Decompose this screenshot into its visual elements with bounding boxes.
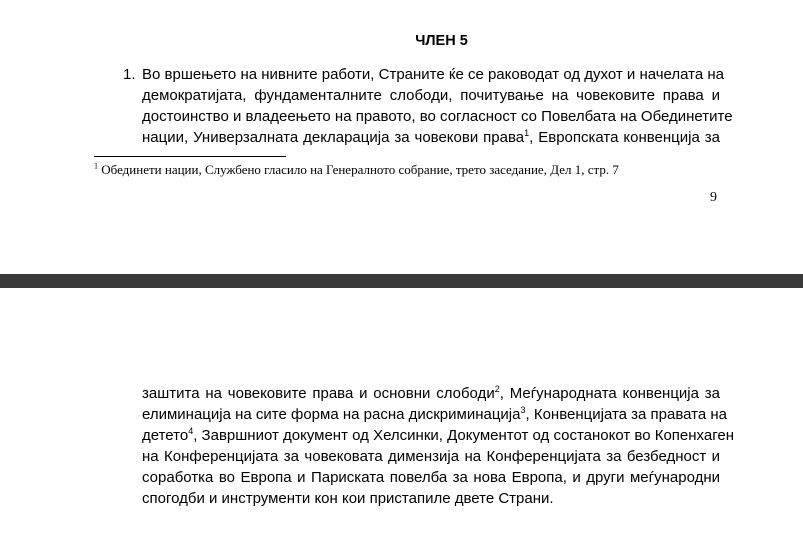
paragraph-line: спогодби и инструменти кон кои пристапиле двете Страни. bbox=[142, 490, 554, 507]
footnote-text: Обединети нации, Службено гласило на Генералното собрание, трето заседание, Дел 1, стр. 7 bbox=[101, 162, 619, 177]
document-page-bottom bbox=[0, 288, 803, 536]
paragraph-line: достоинство и владеењето на правото, во согласност со Повелбата на Обединетите bbox=[142, 108, 733, 125]
item-number: 1. bbox=[123, 66, 136, 83]
paragraph-line: нации, Универзалната декларација за човекови права$^1$, Европската конвенција за bbox=[142, 128, 720, 146]
page-separator bbox=[0, 274, 803, 288]
paragraph-line: на Конференцијата за човековата димензија на Конференцијата за безбедност и bbox=[142, 448, 720, 465]
paragraph-line: Во вршењето на нивните работи, Страните ќе се раководат од духот и начелата на bbox=[142, 66, 725, 83]
paragraph-line: заштита на човековите права и основни слободи$^2$, Меѓународната конвенција за bbox=[142, 384, 720, 402]
footnote-marker: 1 bbox=[94, 161, 98, 171]
footnote-ref[interactable]: 2 bbox=[494, 384, 500, 394]
footnote-ref[interactable]: 4 bbox=[188, 426, 194, 436]
paragraph-line: елиминација на сите форма на расна дискриминација$^3$, Конвенцијата за правата на bbox=[142, 405, 728, 423]
article-heading: ЧЛЕН 5 bbox=[415, 33, 468, 49]
paragraph-line: демократијата, фундаменталните слободи, почитување на човековите права и bbox=[142, 87, 720, 104]
footnote-ref[interactable]: 1 bbox=[524, 128, 530, 138]
footnote bbox=[94, 161, 619, 179]
paragraph-line: детето$^4$, Завршниот документ од Хелсинки, Документот од состанокот во Копенхаген bbox=[142, 426, 735, 444]
page-number: 9 bbox=[710, 190, 717, 205]
footnote-separator bbox=[94, 156, 286, 157]
paragraph-line: соработка во Европа и Париската повелба за нова Европа, и други меѓународни bbox=[142, 469, 720, 486]
footnote-ref[interactable]: 3 bbox=[520, 405, 526, 415]
